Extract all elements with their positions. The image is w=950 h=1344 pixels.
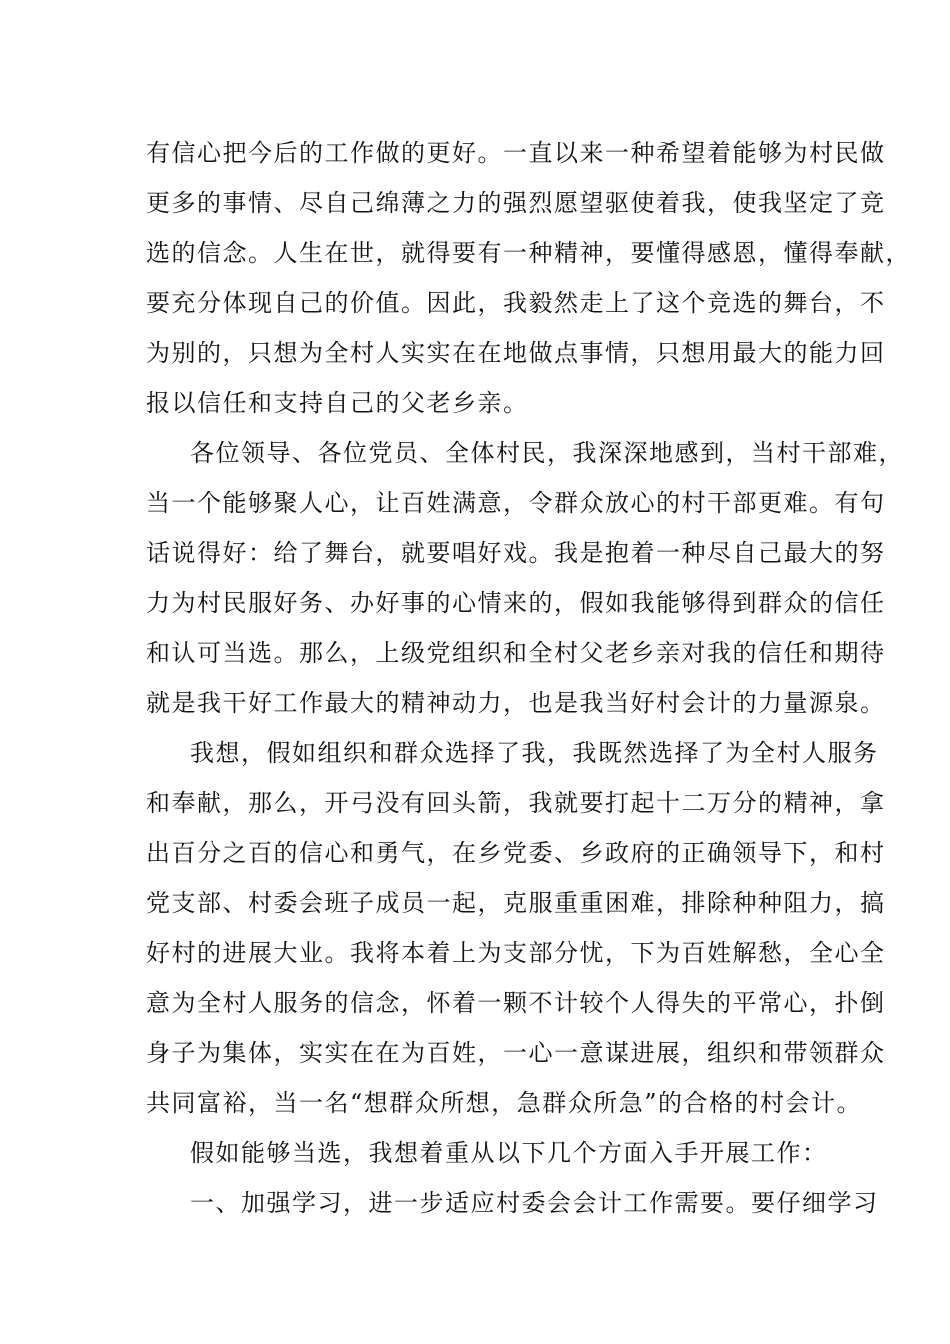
text-line-3: 选的信念。人生在世，就得要有一种精神，要懂得感恩，懂得奉献， [146,239,911,267]
text-line-1: 有信心把今后的工作做的更好。一直以来一种希望着能够为村民做 [146,139,886,167]
text-line-10: 力为村民服好务、办好事的心情来的，假如我能够得到群众的信任 [146,589,886,617]
text-line-17: 好村的进展大业。我将本着上为支部分忧，下为百姓解愁，全心全 [146,939,886,967]
text-line-4: 要充分体现自己的价值。因此，我毅然走上了这个竞选的舞台，不 [146,289,886,317]
text-line-18: 意为全村人服务的信念，怀着一颗不计较个人得失的平常心，扑倒 [146,989,886,1017]
text-line-12: 就是我干好工作最大的精神动力，也是我当好村会计的力量源泉。 [146,689,886,717]
text-line-20: 共同富裕，当一名“想群众所想，急群众所急”的合格的村会计。 [146,1089,863,1117]
text-line-5: 为别的，只想为全村人实实在在地做点事情，只想用最大的能力回 [146,339,886,367]
text-line-7: 各位领导、各位党员、全体村民，我深深地感到，当村干部难， [190,439,904,467]
text-line-15: 出百分之百的信心和勇气，在乡党委、乡政府的正确领导下，和村 [146,839,886,867]
text-line-16: 党支部、村委会班子成员一起，克服重重困难，排除种种阻力，搞 [146,889,886,917]
text-line-22: 一、加强学习，进一步适应村委会会计工作需要。要仔细学习 [190,1189,879,1217]
text-line-9: 话说得好：给了舞台，就要唱好戏。我是抱着一种尽自己最大的努 [146,539,886,567]
text-line-2: 更多的事情、尽自己绵薄之力的强烈愿望驱使着我，使我坚定了竞 [146,189,886,217]
text-line-8: 当一个能够聚人心，让百姓满意，令群众放心的村干部更难。有句 [146,489,886,517]
text-line-14: 和奉献，那么，开弓没有回头箭，我就要打起十二万分的精神，拿 [146,789,886,817]
text-line-21: 假如能够当选，我想着重从以下几个方面入手开展工作： [190,1139,828,1167]
text-line-6: 报以信任和支持自己的父老乡亲。 [146,389,529,417]
text-line-13: 我想，假如组织和群众选择了我，我既然选择了为全村人服务 [190,739,879,767]
text-line-11: 和认可当选。那么，上级党组织和全村父老乡亲对我的信任和期待 [146,639,886,667]
text-line-19: 身子为集体，实实在在为百姓，一心一意谋进展，组织和带领群众 [146,1039,886,1067]
